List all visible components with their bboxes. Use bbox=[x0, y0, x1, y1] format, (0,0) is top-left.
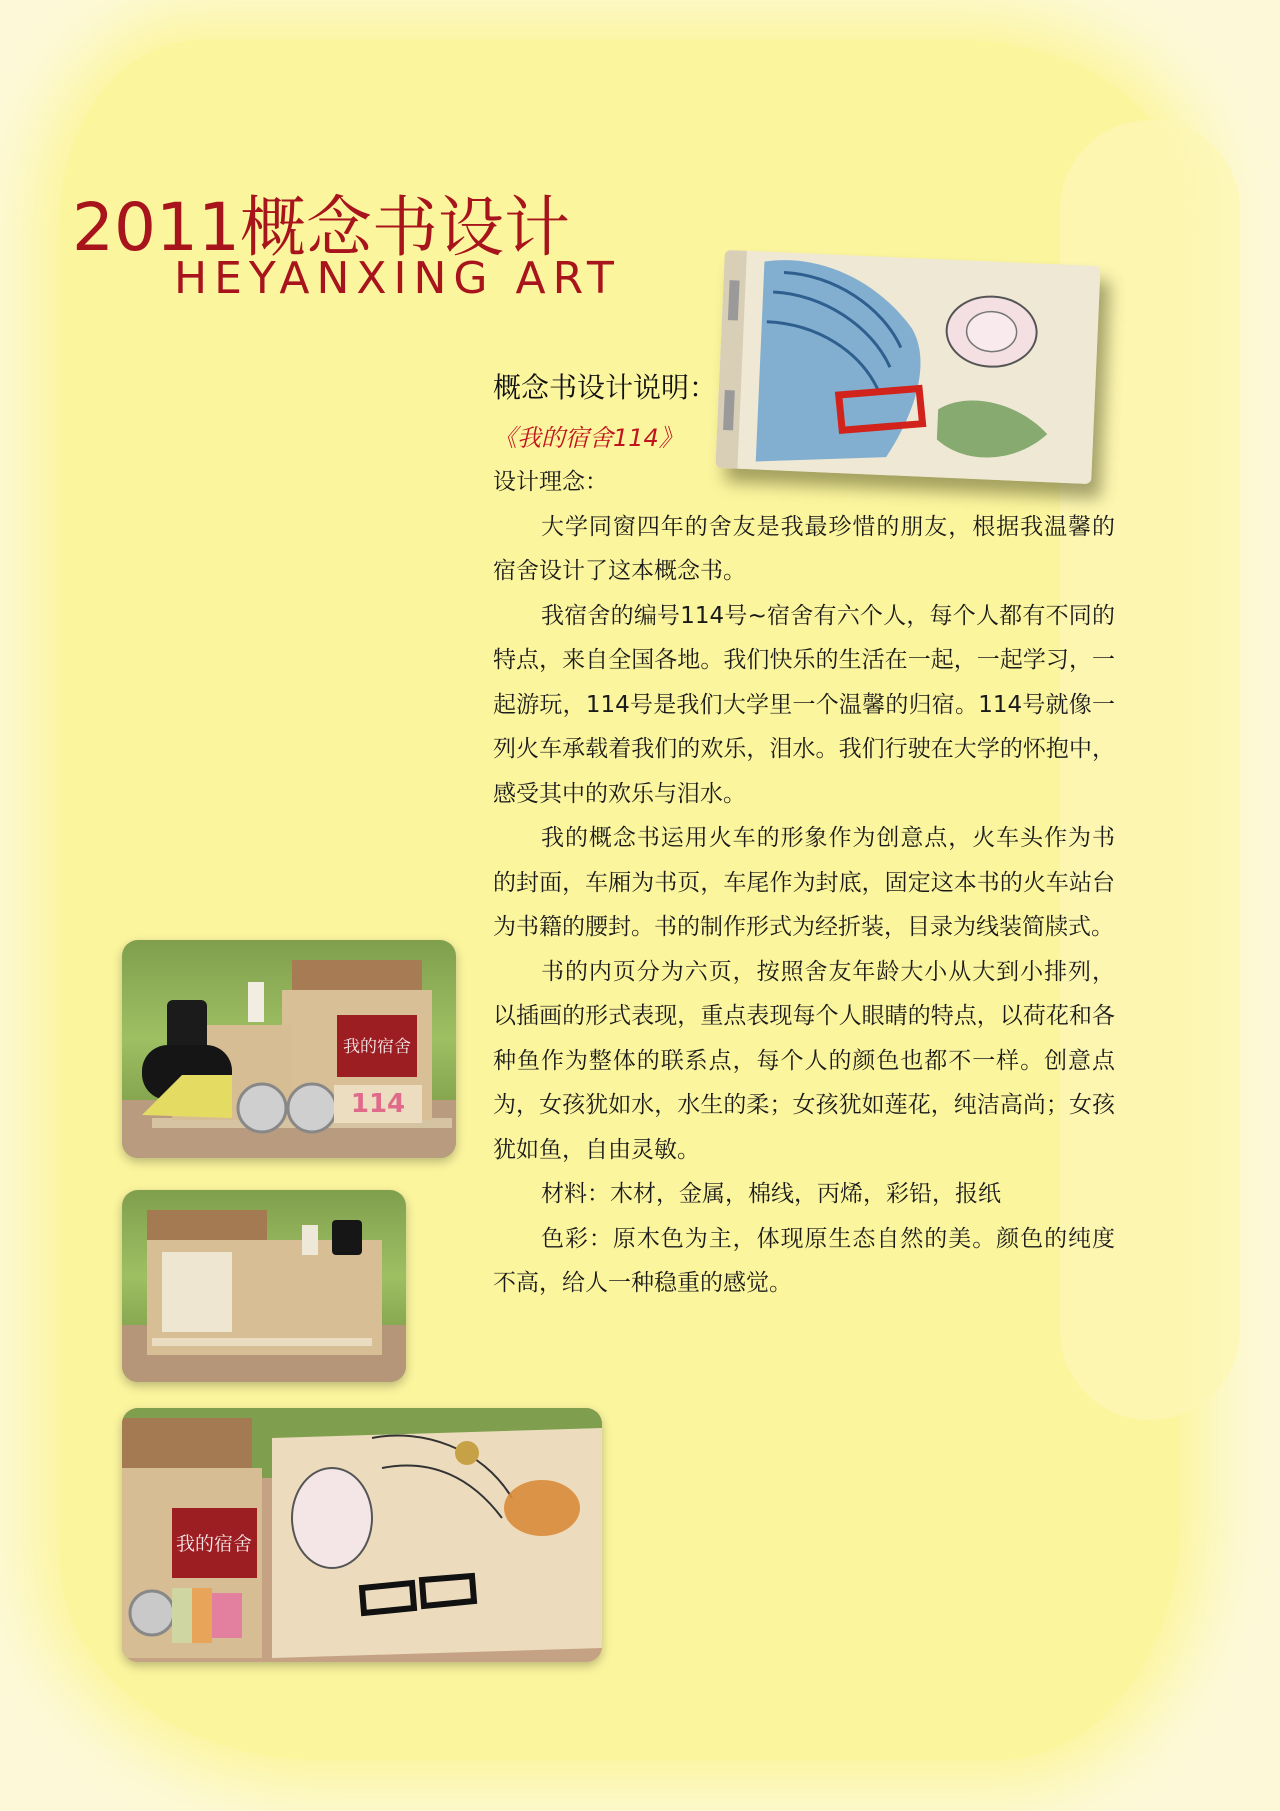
page-subtitle: HEYANXING ART bbox=[174, 253, 621, 304]
train-front-photo bbox=[122, 940, 456, 1158]
train-open-book-illustration bbox=[122, 1408, 602, 1662]
colors-line: 色彩：原木色为主，体现原生态自然的美。颜色的纯度不高，给人一种稳重的感觉。 bbox=[493, 1225, 1115, 1296]
description-heading: 概念书设计说明： bbox=[493, 371, 718, 404]
book-title: 《我的宿舍114》 bbox=[493, 424, 683, 452]
paragraph-4: 书的内页分为六页，按照舍友年龄大小从大到小排列，以插画的形式表现，重点表现每个人眼睛的特点，以荷花和各种鱼作为整体的联系点，每个人的颜色也都不一样。创意点为，女孩犹如水，水生的柔；女孩犹如莲花，纯洁高尚；女孩犹如鱼，自由灵敏。 bbox=[493, 958, 1115, 1163]
materials-line: 材料：木材，金属，棉线，丙烯，彩铅，报纸 bbox=[541, 1181, 1001, 1207]
paragraph-1: 大学同窗四年的舍友是我最珍惜的朋友，根据我温馨的宿舍设计了这本概念书。 bbox=[493, 513, 1115, 584]
open-book-train-sign: 我的宿舍 bbox=[175, 1533, 253, 1555]
paragraph-2: 我宿舍的编号114号~宿舍有六个人，每个人都有不同的特点，来自全国各地。我们快乐的生活在一起，一起学习，一起游玩，114号是我们大学里一个温馨的归宿。114号就像一列火车承载着我们的欢乐，泪水。我们行驶在大学的怀抱中，感受其中的欢乐与泪水。 bbox=[493, 602, 1115, 807]
paragraph-3: 我的概念书运用火车的形象作为创意点，火车头作为书的封面，车厢为书页，车尾作为封底，固定这本书的火车站台为书籍的腰封。书的制作形式为经折装，目录为线装简牍式。 bbox=[493, 825, 1115, 940]
design-description bbox=[493, 360, 1115, 1306]
train-back-photo bbox=[122, 1190, 406, 1382]
train-sign-text: 我的宿舍 bbox=[343, 1037, 411, 1057]
train-back-illustration bbox=[122, 1190, 406, 1382]
concept-label: 设计理念： bbox=[493, 469, 608, 495]
train-number-text: 114 bbox=[350, 1089, 406, 1119]
train-front-illustration bbox=[122, 940, 456, 1158]
page-title: 2011概念书设计 bbox=[72, 189, 570, 266]
train-open-book-photo bbox=[122, 1408, 602, 1662]
